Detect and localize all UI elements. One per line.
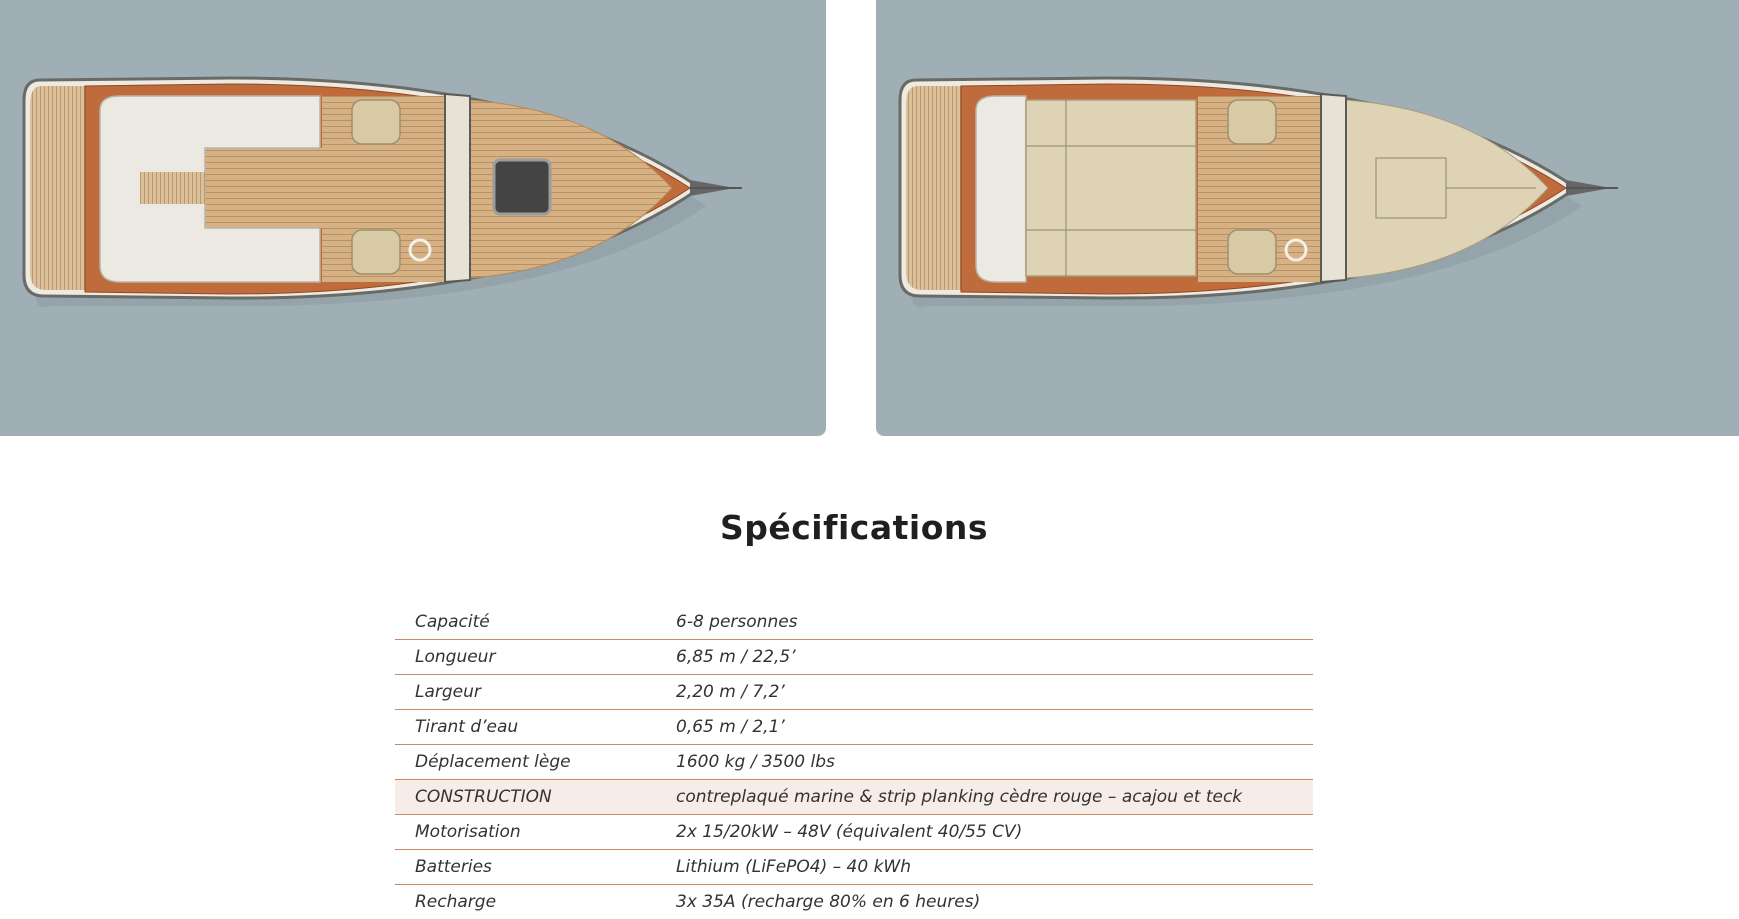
spec-label: Capacité	[395, 605, 656, 640]
deck-hatch-left	[494, 160, 550, 214]
table-row	[395, 815, 1313, 850]
spec-value: 1600 kg / 3500 lbs	[656, 745, 1313, 780]
spec-label: CONSTRUCTION	[395, 780, 656, 815]
spec-label: Batteries	[395, 850, 656, 885]
spec-label: Largeur	[395, 675, 656, 710]
spec-value: 6,85 m / 22,5’	[656, 640, 1313, 675]
spec-value: Lithium (LiFePO4) – 40 kWh	[656, 850, 1313, 885]
aft-sunbed	[1026, 100, 1196, 276]
boat-plan-left-drawing	[0, 0, 826, 436]
table-row	[395, 605, 1313, 640]
spec-label: Déplacement lège	[395, 745, 656, 780]
helm-seat-bottom-left	[352, 230, 400, 274]
boat-plan-right-drawing	[876, 0, 1739, 436]
table-row	[395, 640, 1313, 675]
specifications-heading: Spécifications	[0, 508, 1708, 547]
table-row	[395, 710, 1313, 745]
spec-label: Tirant d’eau	[395, 710, 656, 745]
spec-label: Recharge	[395, 885, 656, 919]
spec-value: 0,65 m / 2,1’	[656, 710, 1313, 745]
spec-label: Longueur	[395, 640, 656, 675]
spec-value: 2,20 m / 7,2’	[656, 675, 1313, 710]
spec-value: contreplaqué marine & strip planking cèdre rouge – acajou et teck	[656, 780, 1313, 815]
table-row	[395, 675, 1313, 710]
helm-seat-top-right	[1228, 100, 1276, 144]
table-row	[395, 745, 1313, 780]
boat-plan-right	[876, 0, 1739, 436]
boat-plan-left	[0, 0, 826, 436]
table-row-highlighted	[395, 780, 1313, 815]
spec-value: 3x 35A (recharge 80% en 6 heures)	[656, 885, 1313, 919]
table-row	[395, 885, 1313, 919]
specifications-table	[395, 605, 1313, 919]
spec-value: 2x 15/20kW – 48V (équivalent 40/55 CV)	[656, 815, 1313, 850]
spec-label: Motorisation	[395, 815, 656, 850]
spec-value: 6-8 personnes	[656, 605, 1313, 640]
table-row	[395, 850, 1313, 885]
helm-seat-top-left	[352, 100, 400, 144]
helm-seat-bottom-right	[1228, 230, 1276, 274]
